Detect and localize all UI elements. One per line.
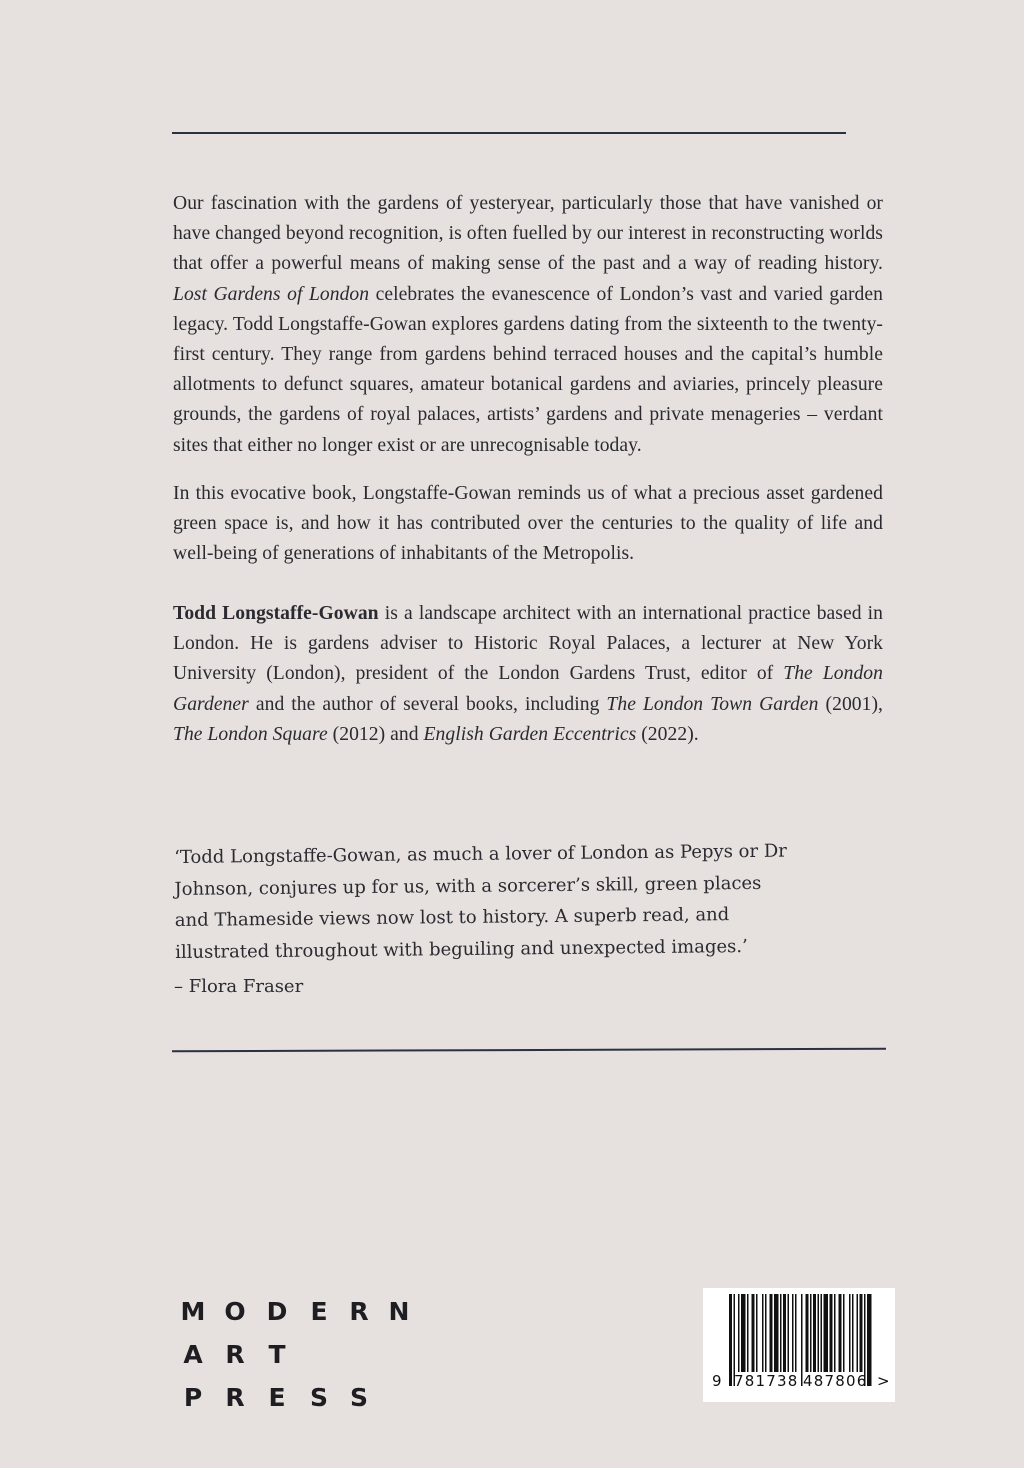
barcode-bar xyxy=(774,1294,779,1372)
barcode-bar xyxy=(752,1294,755,1372)
barcode-quiet-zone-mark: > xyxy=(877,1372,890,1390)
blurb-p1-text-b: celebrates the evanescence of London’s vast and varied garden legacy. Todd Longstaffe-Gowan explores gardens dating from the sixteenth to the twenty-first century. They range from gardens behind terraced houses and the capital’s humble allotments to defunct squares, amateur botanical gardens and aviaries, princely pleasure grounds, the gardens of royal palaces, artists’ gardens and private menageries – verdant sites that either no longer exist or are unrecognisable today. xyxy=(173,283,883,456)
logo-letter: R xyxy=(225,1383,245,1412)
barcode-bar xyxy=(813,1294,816,1372)
barcode-bar xyxy=(867,1294,872,1386)
barcode-bar xyxy=(792,1294,794,1372)
barcode-bar xyxy=(756,1294,758,1372)
barcode-bar xyxy=(747,1294,749,1372)
blurb-paragraph-2 xyxy=(173,479,883,570)
logo-letter: A xyxy=(183,1340,203,1369)
book-ref-london-gardener: The London Gardener xyxy=(173,663,883,715)
barcode-bar xyxy=(770,1294,773,1372)
barcode-bar xyxy=(821,1294,823,1372)
blurb-p1-text-a: Our fascination with the gardens of yesteryear, particularly those that have vanished or have changed beyond recognition, is often fuelled by our interest in reconstructing worlds that offer a powerful means of making sense of the past and a way of reading history. xyxy=(173,193,883,275)
barcode-bar xyxy=(729,1294,732,1386)
barcode-bar xyxy=(843,1294,845,1372)
logo-letter: S xyxy=(349,1383,368,1412)
book-year-2001: (2001), xyxy=(818,693,884,715)
barcode-bar xyxy=(839,1294,842,1372)
barcode-bar xyxy=(788,1294,790,1372)
barcode-bar xyxy=(857,1294,859,1372)
barcode-bar xyxy=(741,1294,746,1372)
barcode-bar xyxy=(762,1294,764,1372)
logo-letter: O xyxy=(224,1297,246,1326)
author-bio-text-a: is a landscape architect with an international practice based in London. He is gardens adviser to Historic Royal Palaces, a lecturer at New York University (London), president of the London Gardens Trust, editor of xyxy=(173,603,883,685)
logo-letter: D xyxy=(266,1297,288,1326)
book-ref-london-square: The London Square xyxy=(173,723,328,745)
logo-letter: E xyxy=(268,1383,286,1412)
logo-letter: R xyxy=(225,1340,245,1369)
barcode-lead-digit: 9 xyxy=(712,1372,722,1390)
blurb-p2-text: In this evocative book, Longstaffe-Gowan reminds us of what a precious asset gardened green space is, and how it has contributed over the centuries to the quality of life and well-being of generations of inhabitants of the Metropolis. xyxy=(173,483,883,565)
endorsement-author: – Flora Fraser xyxy=(174,976,304,997)
book-ref-london-town-garden: The London Town Garden xyxy=(606,693,819,715)
barcode-digits-left: 781738 xyxy=(734,1372,799,1390)
logo-letter: M xyxy=(180,1297,206,1326)
barcode-digits-right: 487806 xyxy=(803,1372,868,1390)
logo-letter: P xyxy=(183,1383,203,1412)
barcode-bar xyxy=(849,1294,851,1372)
author-bio-text-b: and the author of several books, including xyxy=(248,693,607,715)
logo-letter: E xyxy=(310,1297,328,1326)
barcode-bar xyxy=(824,1294,829,1372)
book-year-2022: (2022). xyxy=(636,723,699,745)
barcode-bar xyxy=(810,1294,812,1372)
barcode-bar xyxy=(830,1294,833,1372)
blurb-paragraph-1 xyxy=(173,189,883,461)
barcode-bar xyxy=(834,1294,836,1372)
barcode-bar xyxy=(780,1294,782,1372)
logo-letter: S xyxy=(309,1383,328,1412)
barcode-bar xyxy=(783,1294,786,1372)
author-bio-paragraph xyxy=(173,599,883,750)
logo-letter: N xyxy=(388,1297,410,1326)
top-divider-rule xyxy=(172,132,846,134)
book-title: Lost Gardens of London xyxy=(173,283,370,305)
barcode-bar xyxy=(860,1294,863,1372)
barcode-bar xyxy=(818,1294,820,1372)
barcode-bar xyxy=(852,1294,854,1372)
barcode-bar xyxy=(795,1294,797,1372)
endorsement-quote: ‘Todd Longstaffe-Gowan, as much a lover of London as Pepys or Dr Johnson, conjures up for us, with a sorcerer’s skill, green places and Thameside views now lost to history. A superb read, and illustrated throughout with beguiling and unexpected images.’ xyxy=(174,840,787,963)
book-year-2012: (2012) and xyxy=(327,723,424,745)
author-name: Todd Longstaffe-Gowan xyxy=(173,603,379,624)
barcode-bar xyxy=(806,1294,809,1372)
book-ref-english-garden-eccentrics: English Garden Eccentrics xyxy=(423,723,637,745)
logo-letter: T xyxy=(268,1340,286,1369)
barcode-bar xyxy=(765,1294,767,1372)
logo-letter: R xyxy=(349,1297,369,1326)
barcode-bar xyxy=(738,1294,740,1372)
bottom-divider-rule xyxy=(172,1048,886,1052)
isbn-barcode xyxy=(703,1288,895,1402)
